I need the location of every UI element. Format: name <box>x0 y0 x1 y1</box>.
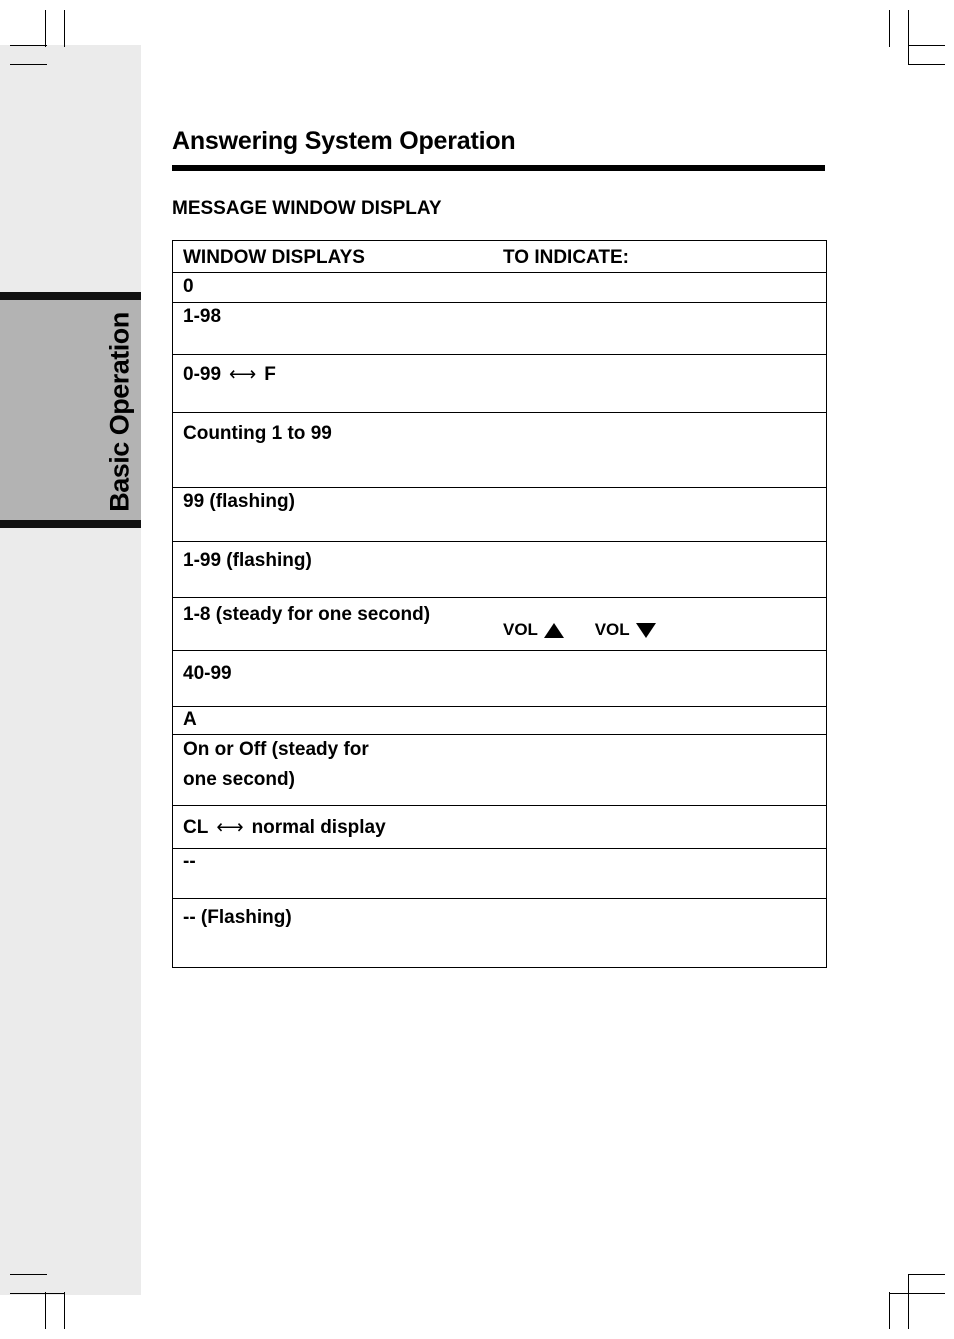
vol-up-text: VOL <box>503 620 538 639</box>
crop-mark <box>10 45 47 46</box>
table-row <box>173 706 826 734</box>
table-header-row <box>173 241 826 272</box>
section-heading: MESSAGE WINDOW DISPLAY <box>172 198 442 219</box>
table-row <box>173 302 826 354</box>
table-row <box>173 487 826 541</box>
window-display-value <box>183 735 369 795</box>
crop-mark <box>908 64 945 65</box>
window-display-value: 1-98 <box>183 306 222 327</box>
table-row <box>173 541 826 597</box>
window-display-value <box>183 360 276 390</box>
volume-keys <box>503 620 682 640</box>
crop-mark <box>64 10 65 47</box>
vol-down-text: VOL <box>594 620 630 639</box>
display-line: one second) <box>183 769 295 790</box>
table-row <box>173 597 826 650</box>
vol-down-label <box>595 620 656 640</box>
table-row <box>173 898 826 967</box>
vol-up-label <box>503 620 564 640</box>
table-row <box>173 650 826 706</box>
window-display-value: A <box>183 709 197 730</box>
crop-mark <box>889 10 890 47</box>
window-display-value <box>183 813 386 843</box>
window-display-value: 1-99 (flashing) <box>183 550 312 571</box>
crop-mark <box>45 1292 46 1329</box>
crop-mark <box>908 45 945 46</box>
section-tab-label: Basic Operation <box>104 312 135 512</box>
table-row <box>173 848 826 898</box>
left-right-arrow-icon: ⟷ <box>216 817 244 838</box>
table-row <box>173 272 826 302</box>
message-window-table <box>172 240 827 968</box>
table-row <box>173 412 826 487</box>
crop-mark <box>908 1274 909 1329</box>
window-display-value: 99 (flashing) <box>183 491 295 512</box>
crop-mark <box>10 1274 47 1275</box>
triangle-down-icon <box>636 623 656 638</box>
sidebar-background <box>0 45 141 1295</box>
column-header-window-displays: WINDOW DISPLAYS <box>183 247 365 268</box>
window-display-value: 40-99 <box>183 663 232 684</box>
table-row <box>173 354 826 412</box>
column-header-to-indicate: TO INDICATE: <box>503 247 629 268</box>
page-title: Answering System Operation <box>172 127 516 155</box>
window-display-value: 1-8 (steady for one second) <box>183 604 431 625</box>
display-line: On or Off (steady for <box>183 739 369 760</box>
table-row <box>173 805 826 848</box>
display-part: normal display <box>251 817 386 838</box>
triangle-up-icon <box>544 623 564 638</box>
crop-mark <box>908 10 909 65</box>
display-part: CL <box>183 817 209 838</box>
window-display-value: 0 <box>183 276 194 297</box>
display-part: F <box>264 364 276 385</box>
crop-mark <box>889 1292 890 1329</box>
crop-mark <box>908 1274 945 1275</box>
crop-mark <box>10 1293 65 1294</box>
crop-mark <box>45 10 46 47</box>
window-display-value: -- <box>183 851 196 872</box>
table-row <box>173 734 826 805</box>
crop-mark <box>64 1292 65 1329</box>
left-right-arrow-icon: ⟷ <box>229 364 257 385</box>
crop-mark <box>10 64 47 65</box>
crop-mark <box>889 1293 945 1294</box>
display-part: 0-99 <box>183 364 222 385</box>
window-display-value: -- (Flashing) <box>183 907 292 928</box>
title-rule <box>172 165 825 171</box>
window-display-value: Counting 1 to 99 <box>183 423 332 444</box>
